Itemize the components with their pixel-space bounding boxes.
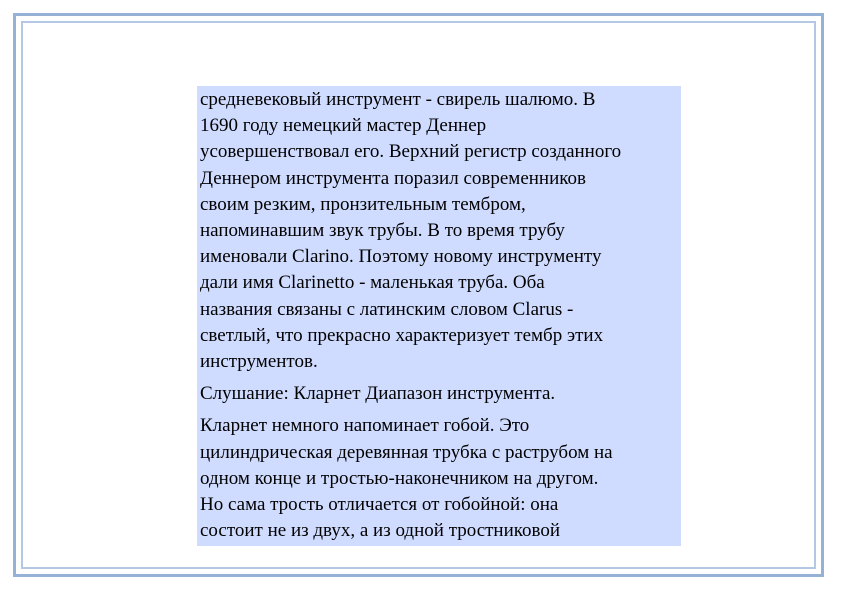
paragraph-listening: Слушание: Кларнет Диапазон инструмента.: [200, 383, 556, 405]
text-box: [197, 86, 681, 546]
paragraph-description: Кларнет немного напоминает гобой. Это цилиндрическая деревянная трубка с раструбом на одном конце и тростью-наконечником на другом. Но сама трость отличается от гобойной: она состоит не из двух, а из одной тростниковой: [200, 415, 613, 542]
paragraph-history: средневековый инструмент - свирель шалюмо. В 1690 году немецкий мастер Деннер усовершенствовал его. Верхний регистр созданного Деннером инструмента поразил современников своим резким, пронзительным тембром, напоминавшим звук трубы. В то время трубу именовали Clarino. Поэтому новому инструменту дали имя Clarinetto - маленькая труба. Оба названия связаны с латинским словом Clarus - светлый, что прекрасно характеризует тембр этих инструментов.: [200, 89, 622, 373]
